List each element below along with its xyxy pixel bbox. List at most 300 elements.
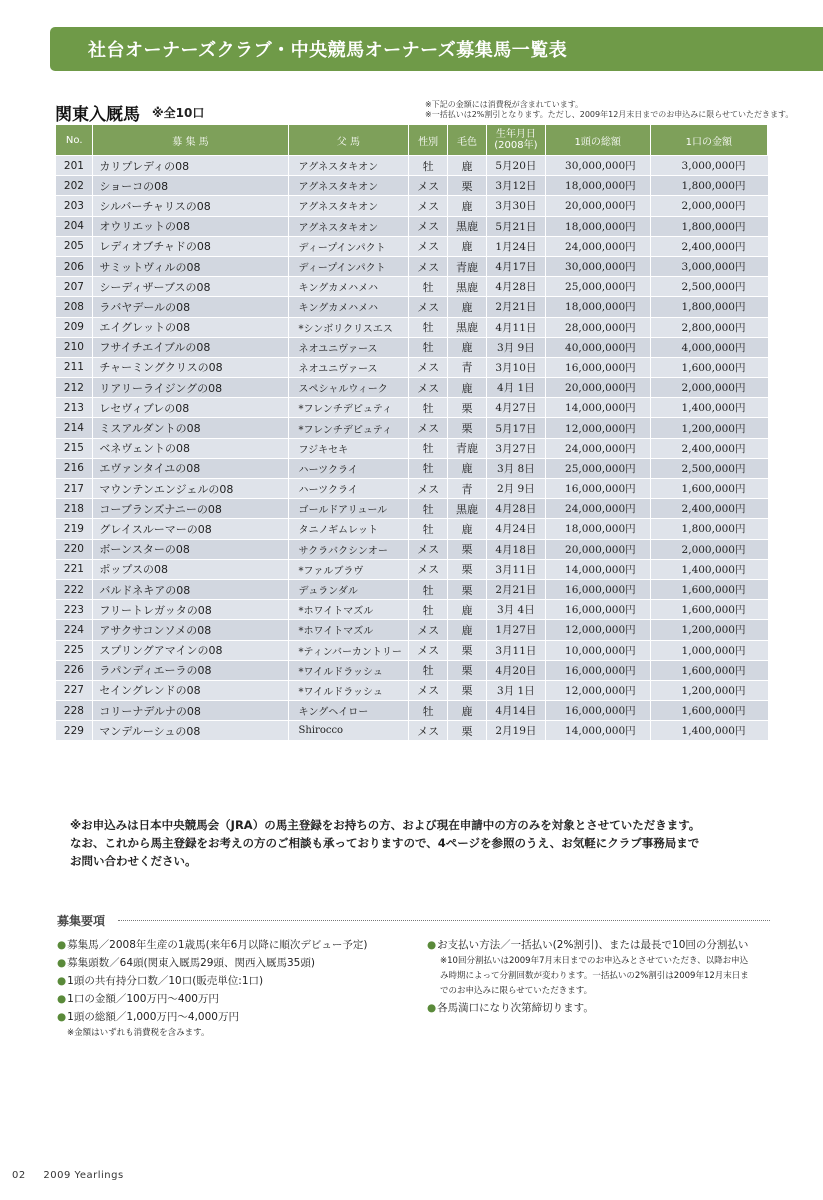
- horse-sex: 牡: [409, 317, 448, 337]
- table-row: [56, 519, 768, 539]
- horse-table: [55, 124, 768, 741]
- horse-total-price: 16,000,000円: [545, 701, 650, 721]
- horse-coat: 栗: [448, 660, 487, 680]
- horse-coat: 鹿: [448, 156, 487, 176]
- horse-name: スプリングアマインの08: [93, 640, 288, 660]
- horse-unit-price: 1,800,000円: [650, 519, 767, 539]
- horse-name: シーディザーブスの08: [93, 277, 288, 297]
- horse-name: ラバヤデールの08: [93, 297, 288, 317]
- table-row: [56, 418, 768, 438]
- table-row: [56, 216, 768, 236]
- horse-coat: 青鹿: [448, 256, 487, 276]
- horse-coat: 鹿: [448, 236, 487, 256]
- horse-coat: 鹿: [448, 519, 487, 539]
- horse-coat: 栗: [448, 640, 487, 660]
- horse-sire: Shirocco: [288, 721, 409, 741]
- horse-total-price: 14,000,000円: [545, 721, 650, 741]
- table-row: [56, 600, 768, 620]
- horse-name: カリプレディの08: [93, 156, 288, 176]
- horse-total-price: 12,000,000円: [545, 680, 650, 700]
- horse-birth: 2月 9日: [486, 479, 545, 499]
- horse-birth: 4月14日: [486, 701, 545, 721]
- horse-coat: 鹿: [448, 378, 487, 398]
- horse-total-price: 24,000,000円: [545, 499, 650, 519]
- horse-birth: 5月17日: [486, 418, 545, 438]
- horse-birth: 4月18日: [486, 539, 545, 559]
- horse-birth: 3月30日: [486, 196, 545, 216]
- horse-coat: 黒鹿: [448, 277, 487, 297]
- horse-unit-price: 1,200,000円: [650, 680, 767, 700]
- horse-unit-price: 2,000,000円: [650, 378, 767, 398]
- tax-notes: [425, 100, 793, 120]
- horse-coat: 栗: [448, 539, 487, 559]
- horse-name: オウリエットの08: [93, 216, 288, 236]
- discount-note: ※一括払いは2%割引となります。ただし、2009年12月末日までのお申込みに限らせていただきます。: [425, 110, 794, 119]
- horse-no: 201: [56, 156, 93, 176]
- guide-item: ●1頭の総額／1,000万円～4,000万円: [57, 1011, 239, 1023]
- bullet-icon: ●: [427, 1002, 437, 1014]
- horse-no: 218: [56, 499, 93, 519]
- horse-name: エヴァンタイユの08: [93, 458, 288, 478]
- horse-name: チャーミングクリスの08: [93, 357, 288, 377]
- table-row: [56, 256, 768, 276]
- horse-coat: 黒鹿: [448, 499, 487, 519]
- guide-divider: [118, 920, 770, 921]
- horse-total-price: 24,000,000円: [545, 438, 650, 458]
- horse-birth: 3月 8日: [486, 458, 545, 478]
- table-row: [56, 337, 768, 357]
- horse-no: 215: [56, 438, 93, 458]
- horse-no: 223: [56, 600, 93, 620]
- horse-sire: ネオユニヴァース: [288, 357, 409, 377]
- horse-sex: メス: [409, 418, 448, 438]
- horse-name: グレイスルーマーの08: [93, 519, 288, 539]
- horse-unit-price: 1,600,000円: [650, 660, 767, 680]
- horse-sex: メス: [409, 620, 448, 640]
- horse-name: ボーンスターの08: [93, 539, 288, 559]
- horse-sire: *ファルブラヴ: [288, 559, 409, 579]
- horse-sex: 牡: [409, 519, 448, 539]
- table-row: [56, 701, 768, 721]
- horse-birth: 3月27日: [486, 438, 545, 458]
- table-row: [56, 378, 768, 398]
- horse-sex: 牡: [409, 600, 448, 620]
- table-row: [56, 398, 768, 418]
- horse-total-price: 16,000,000円: [545, 660, 650, 680]
- horse-birth: 3月 9日: [486, 337, 545, 357]
- horse-no: 226: [56, 660, 93, 680]
- horse-name: サミットヴィルの08: [93, 256, 288, 276]
- horse-coat: 栗: [448, 680, 487, 700]
- horse-total-price: 16,000,000円: [545, 579, 650, 599]
- guide-right-column: [427, 936, 777, 1017]
- horse-sire: ディープインパクト: [288, 256, 409, 276]
- horse-name: バルドネキアの08: [93, 579, 288, 599]
- guide-item: ●1頭の共有持分口数／10口(販売単位:1口): [57, 975, 264, 987]
- installment-note-3: でのお申込みに限らせていただきます。: [440, 986, 593, 996]
- section-title: 関東入厩馬: [55, 105, 140, 125]
- horse-sire: *フレンチデピュティ: [288, 418, 409, 438]
- bullet-icon: ●: [57, 975, 67, 987]
- horse-no: 204: [56, 216, 93, 236]
- horse-sire: アグネスタキオン: [288, 196, 409, 216]
- horse-sire: *ホワイトマズル: [288, 600, 409, 620]
- guide-item: ●各馬満口になり次第締切ります。: [427, 1002, 594, 1014]
- horse-total-price: 24,000,000円: [545, 236, 650, 256]
- horse-birth: 4月28日: [486, 499, 545, 519]
- horse-unit-price: 2,400,000円: [650, 499, 767, 519]
- horse-total-price: 14,000,000円: [545, 559, 650, 579]
- horse-sire: *ホワイトマズル: [288, 620, 409, 640]
- table-row: [56, 479, 768, 499]
- horse-sire: タニノギムレット: [288, 519, 409, 539]
- horse-coat: 栗: [448, 721, 487, 741]
- horse-coat: 鹿: [448, 196, 487, 216]
- horse-sire: ハーツクライ: [288, 458, 409, 478]
- table-row: [56, 640, 768, 660]
- horse-birth: 5月20日: [486, 156, 545, 176]
- horse-sex: メス: [409, 559, 448, 579]
- horse-sex: メス: [409, 196, 448, 216]
- horse-sex: メス: [409, 236, 448, 256]
- header-no: No.: [56, 125, 93, 156]
- horse-coat: 青鹿: [448, 438, 487, 458]
- horse-sex: メス: [409, 680, 448, 700]
- horse-sex: メス: [409, 357, 448, 377]
- horse-sire: *フレンチデピュティ: [288, 398, 409, 418]
- horse-birth: 3月 4日: [486, 600, 545, 620]
- horse-birth: 1月24日: [486, 236, 545, 256]
- horse-unit-price: 2,800,000円: [650, 317, 767, 337]
- horse-coat: 鹿: [448, 458, 487, 478]
- horse-sire: アグネスタキオン: [288, 216, 409, 236]
- horse-name: アサクサコンソメの08: [93, 620, 288, 640]
- horse-birth: 3月11日: [486, 559, 545, 579]
- horse-name: エイグレットの08: [93, 317, 288, 337]
- horse-sex: 牡: [409, 660, 448, 680]
- horse-sex: メス: [409, 721, 448, 741]
- horse-unit-price: 2,400,000円: [650, 438, 767, 458]
- horse-name: ポップスの08: [93, 559, 288, 579]
- horse-sire: フジキセキ: [288, 438, 409, 458]
- horse-no: 206: [56, 256, 93, 276]
- bullet-icon: ●: [427, 939, 437, 951]
- horse-sex: メス: [409, 479, 448, 499]
- horse-sex: メス: [409, 176, 448, 196]
- horse-unit-price: 3,000,000円: [650, 156, 767, 176]
- page-number: 02: [12, 1170, 26, 1181]
- horse-name: シルバーチャリスの08: [93, 196, 288, 216]
- installment-note-2: み時期によって分割回数が変わります。一括払いの2%割引は2009年12月末日ま: [440, 971, 749, 981]
- bullet-icon: ●: [57, 1011, 67, 1023]
- horse-sex: 牡: [409, 579, 448, 599]
- horse-no: 208: [56, 297, 93, 317]
- page-title: 社台オーナーズクラブ・中央競馬オーナーズ募集馬一覧表: [88, 40, 568, 61]
- horse-birth: 1月27日: [486, 620, 545, 640]
- horse-total-price: 10,000,000円: [545, 640, 650, 660]
- header-coat: 毛色: [448, 125, 487, 156]
- horse-sire: キングヘイロー: [288, 701, 409, 721]
- horse-no: 227: [56, 680, 93, 700]
- horse-name: コリーナデルナの08: [93, 701, 288, 721]
- horse-no: 202: [56, 176, 93, 196]
- table-row: [56, 458, 768, 478]
- horse-sex: 牡: [409, 398, 448, 418]
- guide-item: ●お支払い方法／一括払い(2%割引)、または最長で10回の分割払い: [427, 939, 749, 951]
- table-row: [56, 438, 768, 458]
- horse-total-price: 20,000,000円: [545, 378, 650, 398]
- horse-unit-price: 1,800,000円: [650, 176, 767, 196]
- table-row: [56, 680, 768, 700]
- bullet-icon: ●: [57, 993, 67, 1005]
- horse-no: 224: [56, 620, 93, 640]
- guide-item: ●1口の金額／100万円～400万円: [57, 993, 219, 1005]
- horse-sex: 牡: [409, 701, 448, 721]
- horse-total-price: 16,000,000円: [545, 357, 650, 377]
- horse-unit-price: 1,200,000円: [650, 620, 767, 640]
- table-row: [56, 236, 768, 256]
- table-row: [56, 196, 768, 216]
- horse-birth: 4月17日: [486, 256, 545, 276]
- horse-total-price: 30,000,000円: [545, 156, 650, 176]
- horse-birth: 4月11日: [486, 317, 545, 337]
- header-name: 募 集 馬: [93, 125, 288, 156]
- horse-no: 219: [56, 519, 93, 539]
- horse-no: 221: [56, 559, 93, 579]
- horse-sire: ハーツクライ: [288, 479, 409, 499]
- horse-birth: 3月11日: [486, 640, 545, 660]
- header-total: 1頭の総額: [545, 125, 650, 156]
- header-unit: 1口の金額: [650, 125, 767, 156]
- horse-sex: 牡: [409, 156, 448, 176]
- horse-total-price: 20,000,000円: [545, 196, 650, 216]
- horse-unit-price: 2,000,000円: [650, 539, 767, 559]
- bullet-icon: ●: [57, 939, 67, 951]
- horse-name: フサイチエイブルの08: [93, 337, 288, 357]
- horse-coat: 栗: [448, 418, 487, 438]
- horse-total-price: 40,000,000円: [545, 337, 650, 357]
- horse-sire: サクラバクシンオー: [288, 539, 409, 559]
- horse-sire: デュランダル: [288, 579, 409, 599]
- tax-note: ※下記の金額には消費税が含まれています。: [425, 100, 584, 109]
- table-row: [56, 539, 768, 559]
- horse-name: マンデルーシュの08: [93, 721, 288, 741]
- footer-title: 2009 Yearlings: [43, 1170, 124, 1181]
- page-footer: [12, 1170, 124, 1181]
- horse-no: 205: [56, 236, 93, 256]
- horse-birth: 4月20日: [486, 660, 545, 680]
- horse-sire: ディープインパクト: [288, 236, 409, 256]
- horse-unit-price: 2,500,000円: [650, 277, 767, 297]
- horse-no: 209: [56, 317, 93, 337]
- horse-total-price: 25,000,000円: [545, 277, 650, 297]
- horse-coat: 鹿: [448, 620, 487, 640]
- header-birth: [486, 125, 545, 156]
- table-row: [56, 721, 768, 741]
- horse-no: 214: [56, 418, 93, 438]
- guide-left-column: [57, 936, 417, 1040]
- horse-coat: 栗: [448, 559, 487, 579]
- horse-sire: *ワイルドラッシュ: [288, 680, 409, 700]
- horse-birth: 2月21日: [486, 297, 545, 317]
- horse-birth: 3月10日: [486, 357, 545, 377]
- horse-name: コーブランズナニーの08: [93, 499, 288, 519]
- horse-sire: キングカメハメハ: [288, 277, 409, 297]
- horse-unit-price: 1,400,000円: [650, 398, 767, 418]
- table-row: [56, 176, 768, 196]
- horse-unit-price: 1,000,000円: [650, 640, 767, 660]
- horse-coat: 鹿: [448, 337, 487, 357]
- horse-total-price: 12,000,000円: [545, 620, 650, 640]
- horse-birth: 3月 1日: [486, 680, 545, 700]
- horse-sire: ゴールドアリュール: [288, 499, 409, 519]
- horse-coat: 栗: [448, 176, 487, 196]
- horse-no: 203: [56, 196, 93, 216]
- header-birth-line1: 生年月日: [495, 129, 536, 140]
- horse-coat: 栗: [448, 579, 487, 599]
- horse-sex: メス: [409, 640, 448, 660]
- horse-unit-price: 3,000,000円: [650, 256, 767, 276]
- horse-unit-price: 1,400,000円: [650, 559, 767, 579]
- bullet-icon: ●: [57, 957, 67, 969]
- table-row: [56, 156, 768, 176]
- horse-birth: 4月24日: [486, 519, 545, 539]
- horse-name: マウンテンエンジェルの08: [93, 479, 288, 499]
- table-row: [56, 620, 768, 640]
- horse-sire: ネオユニヴァース: [288, 337, 409, 357]
- horse-birth: 4月 1日: [486, 378, 545, 398]
- horse-unit-price: 2,400,000円: [650, 236, 767, 256]
- horse-sex: 牡: [409, 337, 448, 357]
- table-row: [56, 277, 768, 297]
- horse-no: 229: [56, 721, 93, 741]
- horse-no: 210: [56, 337, 93, 357]
- horse-total-price: 14,000,000円: [545, 398, 650, 418]
- horse-no: 217: [56, 479, 93, 499]
- jra-note-line2: なお、これから馬主登録をお考えの方のご相談も承っておりますので、4ページを参照のうえ、お気軽にクラブ事務局まで: [70, 836, 700, 850]
- horse-birth: 4月28日: [486, 277, 545, 297]
- jra-note: [70, 816, 770, 870]
- guide-item: ●募集馬／2008年生産の1歳馬(来年6月以降に順次デビュー予定): [57, 939, 368, 951]
- horse-total-price: 16,000,000円: [545, 479, 650, 499]
- section-note: ※全10口: [152, 106, 205, 120]
- horse-total-price: 30,000,000円: [545, 256, 650, 276]
- header-sire: 父 馬: [288, 125, 409, 156]
- horse-unit-price: 1,800,000円: [650, 216, 767, 236]
- header-sex: 性別: [409, 125, 448, 156]
- table-row: [56, 297, 768, 317]
- horse-birth: 2月19日: [486, 721, 545, 741]
- horse-total-price: 25,000,000円: [545, 458, 650, 478]
- horse-no: 216: [56, 458, 93, 478]
- horse-total-price: 28,000,000円: [545, 317, 650, 337]
- table-row: [56, 660, 768, 680]
- horse-sex: 牡: [409, 277, 448, 297]
- horse-coat: 鹿: [448, 297, 487, 317]
- horse-coat: 黒鹿: [448, 317, 487, 337]
- horse-sire: *ワイルドラッシュ: [288, 660, 409, 680]
- horse-birth: 5月21日: [486, 216, 545, 236]
- jra-note-line1: ※お申込みは日本中央競馬会（JRA）の馬主登録をお持ちの方、および現在申請中の方のみを対象とさせていただきます。: [70, 818, 701, 832]
- guide-left-note: ※金額はいずれも消費税を含みます。: [67, 1028, 210, 1038]
- horse-total-price: 18,000,000円: [545, 297, 650, 317]
- horse-total-price: 18,000,000円: [545, 519, 650, 539]
- horse-sire: アグネスタキオン: [288, 156, 409, 176]
- guide-heading: 募集要項: [57, 914, 106, 928]
- title-banner: [50, 27, 823, 71]
- horse-no: 225: [56, 640, 93, 660]
- horse-sire: スペシャルウィーク: [288, 378, 409, 398]
- horse-total-price: 12,000,000円: [545, 418, 650, 438]
- horse-sire: *シンボリクリスエス: [288, 317, 409, 337]
- horse-unit-price: 1,600,000円: [650, 701, 767, 721]
- horse-total-price: 18,000,000円: [545, 176, 650, 196]
- horse-name: ベネヴェントの08: [93, 438, 288, 458]
- guide-item: ●募集頭数／64頭(関東入厩馬29頭、関西入厩馬35頭): [57, 957, 315, 969]
- horse-coat: 鹿: [448, 600, 487, 620]
- horse-unit-price: 1,600,000円: [650, 579, 767, 599]
- horse-sex: メス: [409, 297, 448, 317]
- horse-sire: アグネスタキオン: [288, 176, 409, 196]
- horse-sex: 牡: [409, 438, 448, 458]
- horse-name: ショーコの08: [93, 176, 288, 196]
- horse-coat: 栗: [448, 398, 487, 418]
- horse-sire: キングカメハメハ: [288, 297, 409, 317]
- horse-sex: メス: [409, 256, 448, 276]
- horse-no: 228: [56, 701, 93, 721]
- horse-no: 220: [56, 539, 93, 559]
- horse-no: 222: [56, 579, 93, 599]
- table-row: [56, 559, 768, 579]
- horse-no: 213: [56, 398, 93, 418]
- horse-sire: *ティンバーカントリー: [288, 640, 409, 660]
- table-header-row: [56, 125, 768, 156]
- horse-unit-price: 1,400,000円: [650, 721, 767, 741]
- horse-total-price: 20,000,000円: [545, 539, 650, 559]
- table-row: [56, 499, 768, 519]
- jra-note-line3: お問い合わせください。: [70, 854, 197, 868]
- header-birth-line2: (2008年): [494, 140, 538, 151]
- horse-unit-price: 1,200,000円: [650, 418, 767, 438]
- horse-birth: 4月27日: [486, 398, 545, 418]
- horse-sex: メス: [409, 216, 448, 236]
- installment-note-1: ※10回分割払いは2009年7月末日までのお申込みとさせていただき、以降お申込: [440, 956, 749, 966]
- horse-unit-price: 1,600,000円: [650, 600, 767, 620]
- horse-name: ラパンディエーラの08: [93, 660, 288, 680]
- horse-name: フリートレガッタの08: [93, 600, 288, 620]
- horse-sex: 牡: [409, 458, 448, 478]
- horse-sex: メス: [409, 539, 448, 559]
- horse-name: レセヴィブレの08: [93, 398, 288, 418]
- horse-unit-price: 2,000,000円: [650, 196, 767, 216]
- table-row: [56, 317, 768, 337]
- horse-coat: 鹿: [448, 701, 487, 721]
- horse-birth: 3月12日: [486, 176, 545, 196]
- horse-no: 212: [56, 378, 93, 398]
- horse-name: レディオブチャドの08: [93, 236, 288, 256]
- horse-birth: 2月21日: [486, 579, 545, 599]
- horse-unit-price: 1,600,000円: [650, 479, 767, 499]
- horse-unit-price: 1,600,000円: [650, 357, 767, 377]
- horse-name: リアリーライジングの08: [93, 378, 288, 398]
- horse-unit-price: 2,500,000円: [650, 458, 767, 478]
- horse-no: 211: [56, 357, 93, 377]
- horse-sex: メス: [409, 378, 448, 398]
- horse-name: ミスアルダントの08: [93, 418, 288, 438]
- horse-coat: 青: [448, 357, 487, 377]
- table-row: [56, 357, 768, 377]
- table-row: [56, 579, 768, 599]
